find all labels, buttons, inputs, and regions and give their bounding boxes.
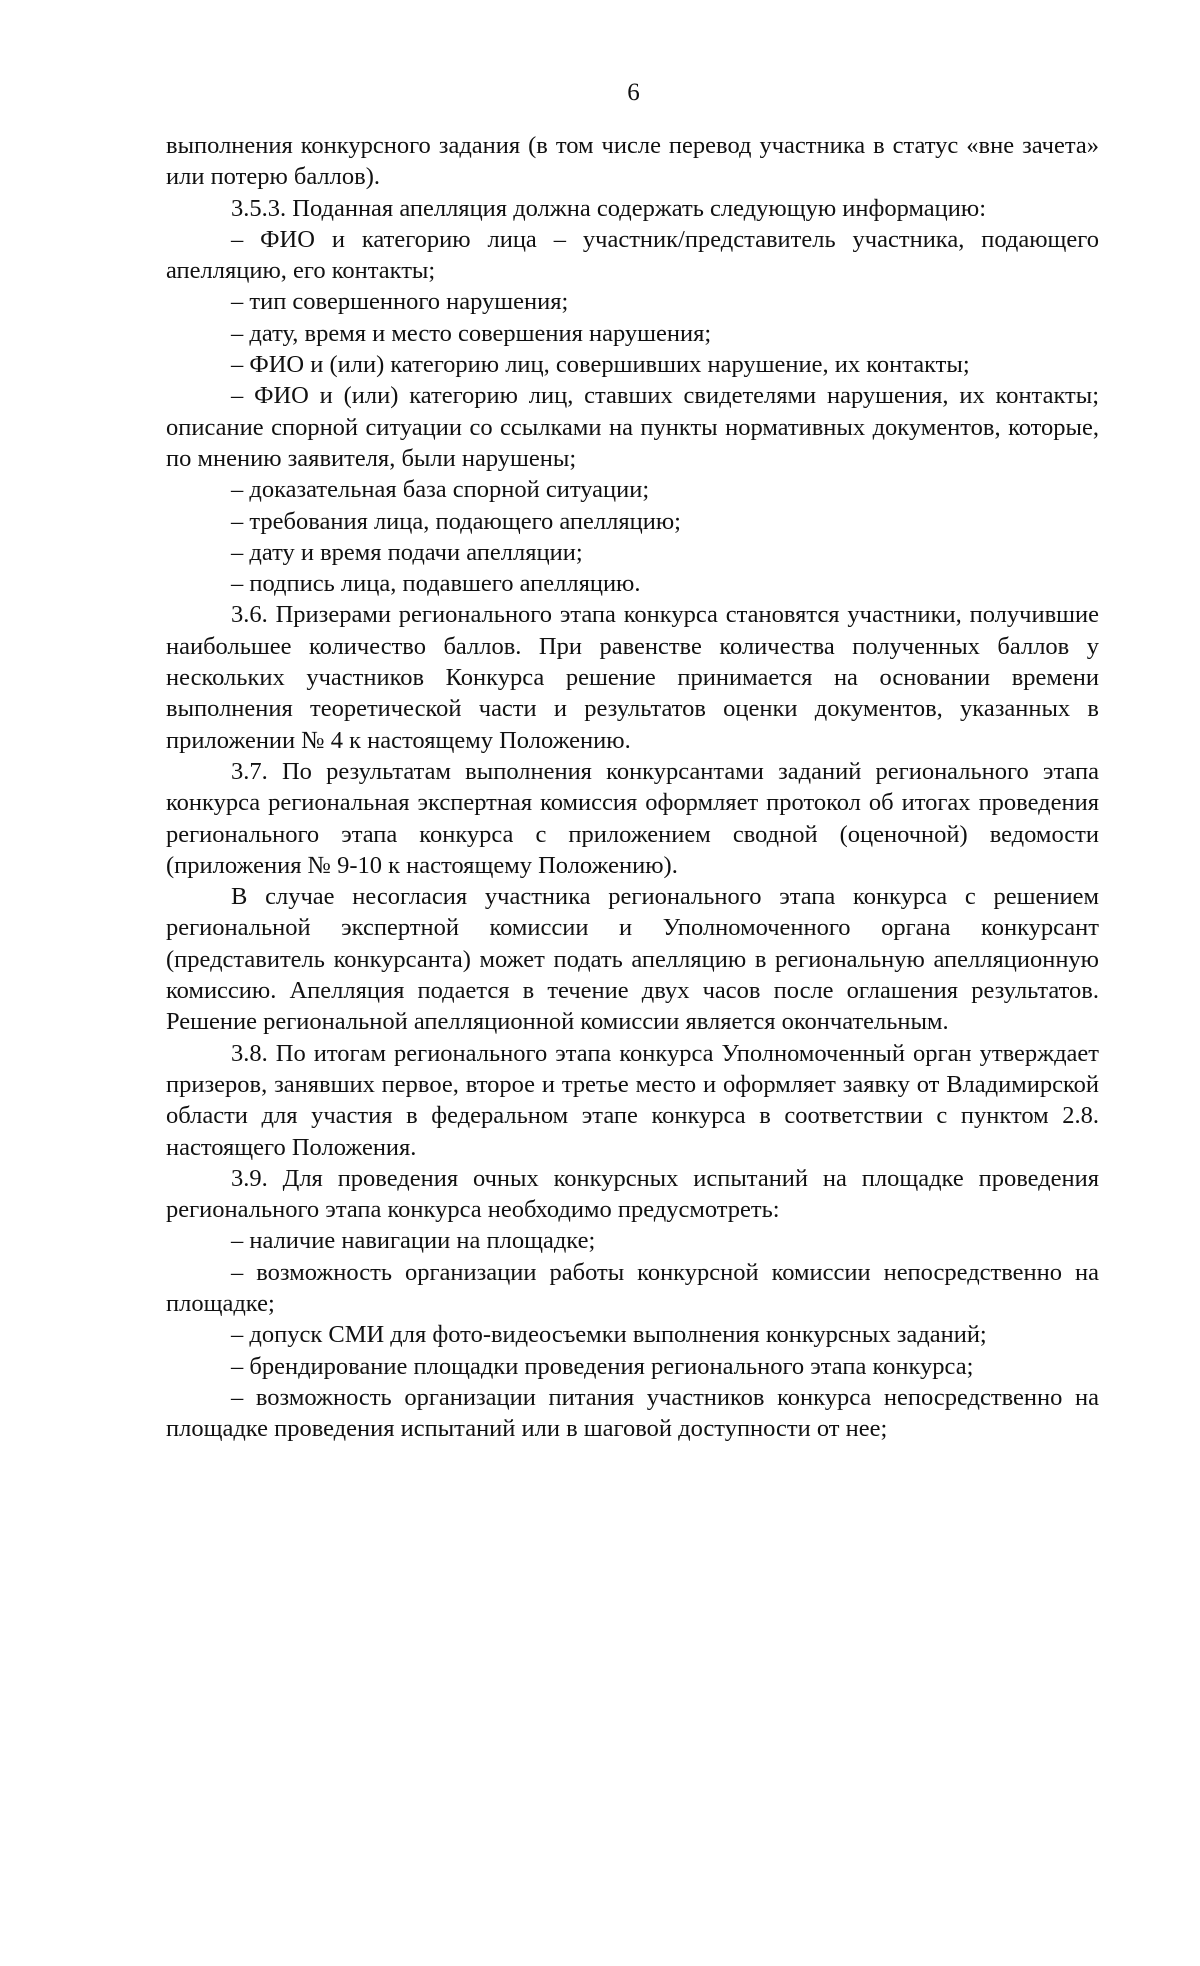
list-item-requirements: – требования лица, подающего апелляцию; — [231, 507, 681, 535]
list-item-signature: – подпись лица, подавшего апелляцию. — [231, 570, 641, 598]
list-item-violation-type: – тип совершенного нарушения; — [231, 288, 569, 316]
document-body — [166, 130, 1099, 1444]
paragraph-continuation: выполнения конкурсного задания (в том числе перевод участника в статус «вне зачета» или потерю баллов). — [166, 132, 1099, 191]
list-item-violation-datetime: – дату, время и место совершения нарушения; — [231, 319, 712, 347]
list-item-submission-datetime: – дату и время подачи апелляции; — [231, 538, 583, 566]
paragraph-3-7: 3.7. По результатам выполнения конкурсантами заданий регионального этапа конкурса региональная экспертная комиссия оформляет протокол об итогах проведения регионального этапа конкурса с приложением сводной (оценочной) ведомости (приложения № 9-10 к настоящему Положению). — [166, 757, 1099, 879]
list-item-navigation: – наличие навигации на площадке; — [231, 1227, 596, 1255]
list-item-appellant-info: – ФИО и категорию лица – участник/представитель участника, подающего апелляцию, его контакты; — [166, 225, 1099, 285]
paragraph-3-9: 3.9. Для проведения очных конкурсных испытаний на площадке проведения регионального этапа конкурса необходимо предусмотреть: — [166, 1164, 1099, 1224]
paragraph-3-6: 3.6. Призерами регионального этапа конкурса становятся участники, получившие наибольшее количество баллов. При равенстве количества полученных баллов у нескольких участников Конкурса решение принимается на основании времени выполнения теоретической части и результатов оценки документов, указанных в приложении № 4 к настоящему Положению. — [166, 601, 1099, 754]
list-item-violators: – ФИО и (или) категорию лиц, совершивших нарушение, их контакты; — [231, 351, 970, 379]
paragraph-disagreement: В случае несогласия участника регионального этапа конкурса с решением региональной экспертной комиссии и Уполномоченного органа конкурсант (представитель конкурсанта) может подать апелляцию в региональную апелляционную комиссию. Апелляция подается в течение двух часов после оглашения результатов. Решение региональной апелляционной комиссии является окончательным. — [166, 883, 1099, 1036]
list-item-evidence: – доказательная база спорной ситуации; — [231, 476, 650, 504]
list-item-media-access: – допуск СМИ для фото-видеосъемки выполнения конкурсных заданий; — [231, 1321, 987, 1349]
paragraph-3-5-3: 3.5.3. Поданная апелляция должна содержать следующую информацию: — [231, 194, 987, 222]
paragraph-3-8: 3.8. По итогам регионального этапа конкурса Уполномоченный орган утверждает призеров, занявших первое, второе и третье место и оформляет заявку от Владимирской области для участия в федеральном этапе конкурса в соответствии с пунктом 2.8. настоящего Положения. — [166, 1039, 1099, 1161]
page-number: 6 — [627, 79, 640, 106]
list-item-commission-work: – возможность организации работы конкурсной комиссии непосредственно на площадке; — [166, 1258, 1099, 1317]
list-item-catering: – возможность организации питания участников конкурса непосредственно на площадке проведения испытаний или в шаговой доступности от нее; — [166, 1383, 1099, 1443]
list-item-witnesses: – ФИО и (или) категорию лиц, ставших свидетелями нарушения, их контакты; описание спорной ситуации со ссылками на пункты нормативных документов, которые, по мнению заявителя, были нарушены; — [166, 382, 1099, 472]
list-item-branding: – брендирование площадки проведения регионального этапа конкурса; — [231, 1352, 974, 1380]
